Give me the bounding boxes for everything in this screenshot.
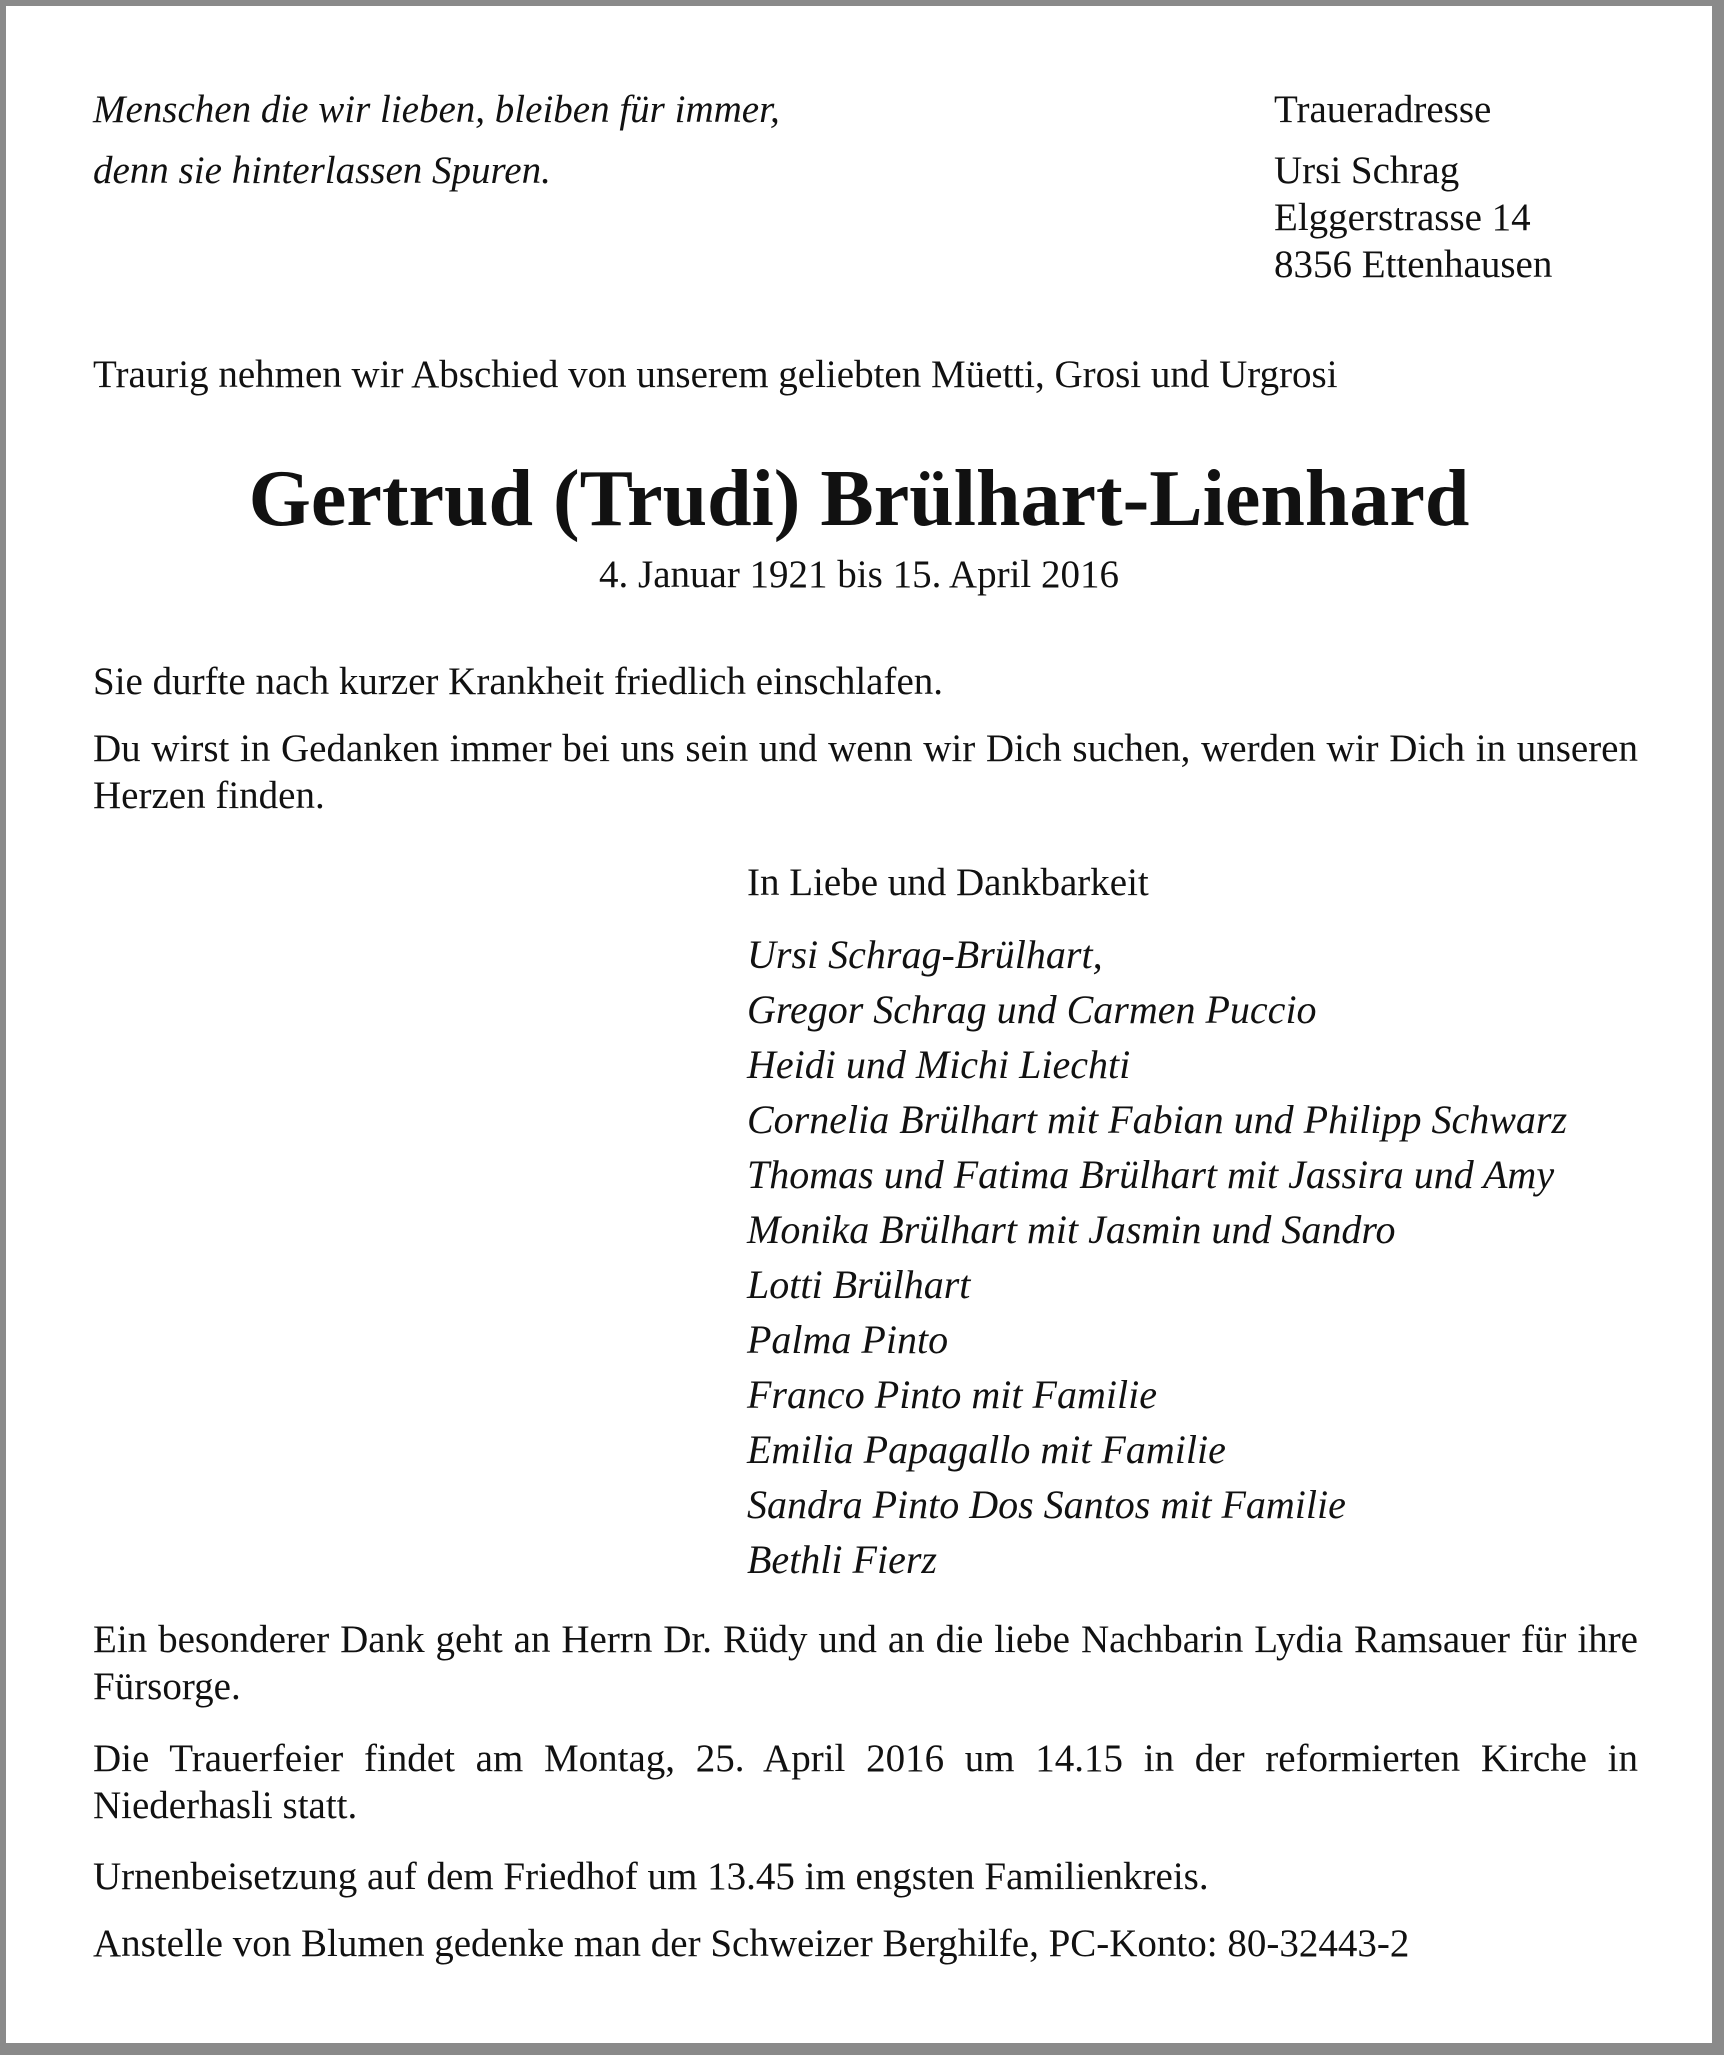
address-city: 8356 Ettenhausen <box>1274 243 1553 286</box>
paragraph-donation: Anstelle von Blumen gedenke man der Schweizer Berghilfe, PC-Konto: 80-32443-2 <box>93 1922 1410 1965</box>
family-member: Emilia Papagallo mit Familie <box>747 1427 1226 1472</box>
paragraph-peaceful: Sie durfte nach kurzer Krankheit friedlich einschlafen. <box>93 660 944 703</box>
paragraph-ceremony: Die Trauerfeier findet am Montag, 25. April 2016 um 14.15 in der reformierten Kirche in Niederhasli statt. <box>93 1737 1638 1827</box>
quote-line-1: Menschen die wir lieben, bleiben für immer, <box>93 88 780 131</box>
paragraph-thanks: Ein besonderer Dank geht an Herrn Dr. Rüdy und an die liebe Nachbarin Lydia Ramsauer für ihre Fürsorge. <box>93 1618 1638 1708</box>
family-list <box>747 927 1567 1587</box>
address-heading: Traueradresse <box>1274 88 1492 131</box>
signoff: In Liebe und Dankbarkeit <box>747 861 1149 904</box>
quote-line-2: denn sie hinterlassen Spuren. <box>93 149 551 192</box>
deceased-name: Gertrud (Trudi) Brülhart-Lienhard <box>248 455 1470 543</box>
family-member: Heidi und Michi Liechti <box>747 1042 1131 1087</box>
intro-text: Traurig nehmen wir Abschied von unserem geliebten Müetti, Grosi und Urgrosi <box>93 353 1338 396</box>
family-member: Cornelia Brülhart mit Fabian und Philipp Schwarz <box>747 1097 1568 1142</box>
family-member: Franco Pinto mit Familie <box>747 1372 1157 1417</box>
life-dates: 4. Januar 1921 bis 15. April 2016 <box>599 553 1119 596</box>
family-member: Palma Pinto <box>747 1317 949 1362</box>
family-member: Lotti Brülhart <box>747 1262 971 1307</box>
family-member: Ursi Schrag-Brülhart, <box>747 932 1103 977</box>
family-member: Monika Brülhart mit Jasmin und Sandro <box>747 1207 1396 1252</box>
address-street: Elggerstrasse 14 <box>1274 196 1531 239</box>
family-member: Sandra Pinto Dos Santos mit Familie <box>747 1482 1346 1527</box>
family-member: Gregor Schrag und Carmen Puccio <box>747 987 1317 1032</box>
family-member: Bethli Fierz <box>747 1537 937 1582</box>
obituary-page <box>6 6 1712 2043</box>
paragraph-memory: Du wirst in Gedanken immer bei uns sein und wenn wir Dich suchen, werden wir Dich in unseren Herzen finden. <box>93 727 1638 817</box>
address-name: Ursi Schrag <box>1274 149 1460 192</box>
family-member: Thomas und Fatima Brülhart mit Jassira und Amy <box>747 1152 1555 1197</box>
paragraph-burial: Urnenbeisetzung auf dem Friedhof um 13.45 im engsten Familienkreis. <box>93 1855 1209 1898</box>
